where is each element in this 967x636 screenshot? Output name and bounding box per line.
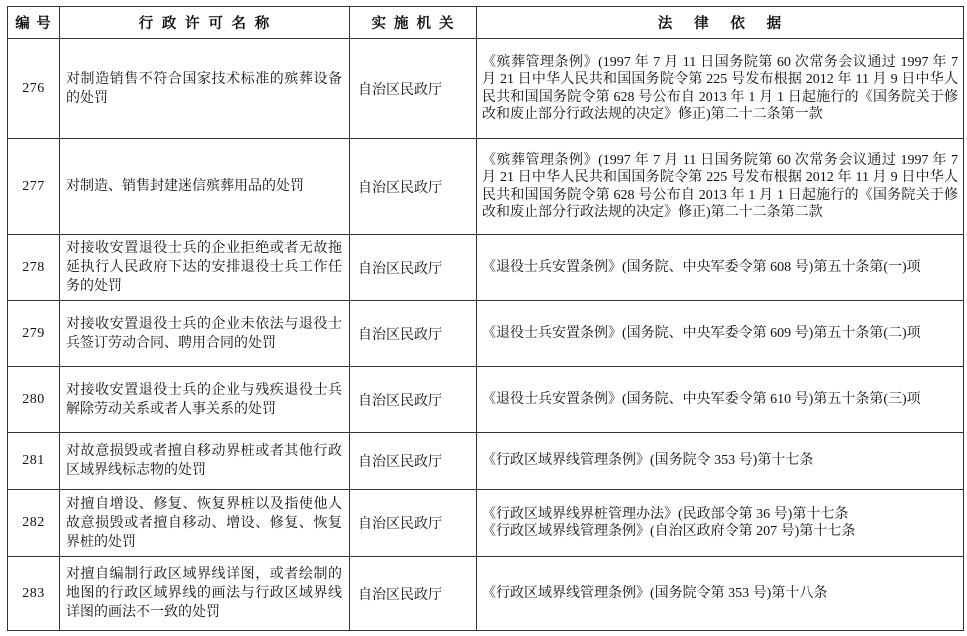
cell-id: 278 <box>8 235 60 301</box>
cell-agency: 自治区民政厅 <box>350 39 477 139</box>
cell-agency: 自治区民政厅 <box>350 490 477 557</box>
table-row <box>8 301 964 367</box>
legal-basis-line: 《退役士兵安置条例》(国务院、中央军委令第 608 号)第五十条第(一)项 <box>482 259 921 275</box>
table-row <box>8 490 964 557</box>
cell-id: 279 <box>8 301 60 367</box>
cell-legal-basis <box>477 557 964 631</box>
cell-id: 283 <box>8 557 60 631</box>
cell-permit-name: 对制造、销售封建迷信殡葬用品的处罚 <box>60 139 350 235</box>
cell-legal-basis <box>477 39 964 139</box>
cell-agency: 自治区民政厅 <box>350 433 477 490</box>
cell-permit-name: 对制造销售不符合国家技术标准的殡葬设备的处罚 <box>60 39 350 139</box>
cell-agency: 自治区民政厅 <box>350 367 477 433</box>
col-header-legal-basis: 法律依据 <box>477 7 964 39</box>
legal-basis-line: 《退役士兵安置条例》(国务院、中央军委令第 609 号)第五十条第(二)项 <box>482 325 921 341</box>
col-header-permit-name: 行政许可名称 <box>60 7 350 39</box>
legal-basis-line: 《行政区域界线管理条例》(自治区政府令第 207 号)第十七条 <box>482 524 856 539</box>
cell-legal-basis <box>477 367 964 433</box>
cell-legal-basis <box>477 235 964 301</box>
cell-id: 277 <box>8 139 60 235</box>
table-header-row <box>8 7 964 39</box>
legal-basis-line: 《殡葬管理条例》(1997 年 7 月 11 日国务院第 60 次常务会议通过 1997 年 7 月 21 日中华人民共和国国务院令第 225 号发布根据 2012 年 11 月 9 日中华人民共和国国务院令第 628 号公布自 2013 年 1 月 1 日起施行的《国务院关于修改和废止部分行政法规的决定》修正)第二十二条第一款 <box>482 54 958 122</box>
cell-id: 281 <box>8 433 60 490</box>
cell-agency: 自治区民政厅 <box>350 557 477 631</box>
legal-basis-line: 《退役士兵安置条例》(国务院、中央军委令第 610 号)第五十条第(三)项 <box>482 391 921 407</box>
table-row <box>8 39 964 139</box>
cell-permit-name: 对接收安置退役士兵的企业拒绝或者无故拖延执行人民政府下达的安排退役士兵工作任务的处罚 <box>60 235 350 301</box>
cell-legal-basis <box>477 301 964 367</box>
table-row <box>8 235 964 301</box>
legal-basis-line: 《行政区域界线界桩管理办法》(民政部令第 36 号)第十七条 <box>482 506 849 522</box>
cell-permit-name: 对擅自编制行政区域界线详图，或者绘制的地图的行政区域界线的画法与行政区域界线详图的画法不一致的处罚 <box>60 557 350 631</box>
legal-basis-line: 《殡葬管理条例》(1997 年 7 月 11 日国务院第 60 次常务会议通过 1997 年 7 月 21 日中华人民共和国国务院令第 225 号发布根据 2012 年 11 月 9 日中华人民共和国国务院令第 628 号公布自 2013 年 1 月 1 日起施行的《国务院关于修改和废止部分行政法规的决定》修正)第二十二条第二款 <box>482 152 958 220</box>
cell-legal-basis <box>477 490 964 557</box>
cell-permit-name: 对接收安置退役士兵的企业与残疾退役士兵解除劳动关系或者人事关系的处罚 <box>60 367 350 433</box>
cell-id: 280 <box>8 367 60 433</box>
col-header-agency: 实施机关 <box>350 7 477 39</box>
table-row <box>8 557 964 631</box>
cell-agency: 自治区民政厅 <box>350 235 477 301</box>
cell-agency: 自治区民政厅 <box>350 301 477 367</box>
legal-basis-line: 《行政区域界线管理条例》(国务院令第 353 号)第十八条 <box>482 585 828 601</box>
table-row <box>8 433 964 490</box>
col-header-id: 编号 <box>8 7 60 39</box>
table-row <box>8 367 964 433</box>
cell-legal-basis <box>477 433 964 490</box>
table-row <box>8 139 964 235</box>
cell-agency: 自治区民政厅 <box>350 139 477 235</box>
cell-id: 282 <box>8 490 60 557</box>
cell-id: 276 <box>8 39 60 139</box>
cell-permit-name: 对故意损毁或者擅自移动界桩或者其他行政区域界线标志物的处罚 <box>60 433 350 490</box>
admin-permits-table <box>7 6 964 631</box>
cell-legal-basis <box>477 139 964 235</box>
cell-permit-name: 对擅自增设、修复、恢复界桩以及指使他人故意损毁或者擅自移动、增设、修复、恢复界桩的处罚 <box>60 490 350 557</box>
legal-basis-line: 《行政区域界线管理条例》(国务院令 353 号)第十七条 <box>482 453 814 469</box>
cell-permit-name: 对接收安置退役士兵的企业未依法与退役士兵签订劳动合同、聘用合同的处罚 <box>60 301 350 367</box>
